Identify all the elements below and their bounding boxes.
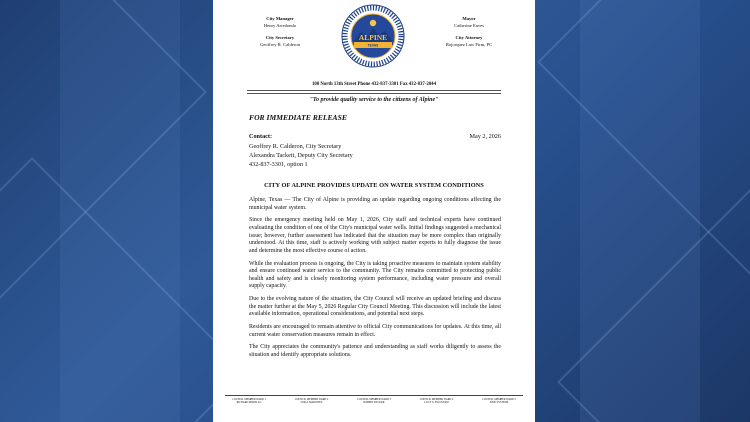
body-paragraph: While the evaluation process is ongoing, the City is taking proactive measures to maintain system stability and ensure continued water service to the community. The City remains committed to protecting public health and safety and is closely monitoring system performance, including water pressure and overall supply capacity. xyxy=(249,260,501,290)
council-member-title: COUNCIL MEMBER WARD 2 xyxy=(294,398,329,401)
city-manager-name: Henry Arredondo xyxy=(263,22,297,28)
body-paragraph: Alpine, Texas — The City of Alpine is providing an update regarding ongoing conditions affecting the municipal water system. xyxy=(249,197,501,211)
body-paragraph: The City appreciates the community's patience and understanding as staff works diligently to assess the situation and identify appropriate solutions. xyxy=(249,344,501,359)
release-headline: CITY OF ALPINE PROVIDES UPDATE ON WATER SYSTEM CONDITIONS xyxy=(264,182,484,189)
city-manager-block xyxy=(249,16,311,29)
svg-text:TEXAS: TEXAS xyxy=(367,43,379,48)
city-attorney-block xyxy=(438,35,500,48)
city-attorney-name: Bojorquez Law Firm, PC xyxy=(445,41,493,47)
body-paragraph: Residents are encouraged to remain attentive to official City communications for updates. At this time, all current water conservation measures remain in effect. xyxy=(249,324,501,338)
mayor-block xyxy=(438,16,500,29)
release-body xyxy=(249,197,501,365)
council-footer xyxy=(225,395,523,405)
council-member-name: LYALL MARTINEZ xyxy=(300,401,323,405)
city-attorney-title: City Attorney xyxy=(455,35,483,40)
council-member-title: COUNCIL MEMBER WARD 1 xyxy=(232,398,266,401)
council-member-title: COUNCIL MEMBER WARD 4 xyxy=(419,398,454,401)
city-motto: "To provide quality service to the citizens of Alpine" xyxy=(309,97,439,103)
contact-line: Geoffrey R. Calderon, City Secretary xyxy=(249,143,342,150)
release-date: May 2, 2026 xyxy=(469,133,501,140)
council-member-title: COUNCIL MEMBER WARD 3 xyxy=(357,398,391,401)
header-divider xyxy=(247,93,501,94)
letterhead xyxy=(213,0,535,90)
header-divider xyxy=(247,90,501,91)
council-member-name: RICHARD PORTILLO xyxy=(236,401,262,405)
city-seal-logo xyxy=(341,4,405,68)
council-member-title: COUNCIL MEMBER WARD 5 xyxy=(482,398,516,401)
city-secretary-block xyxy=(249,35,311,48)
address-line: 100 North 13th Street Phone 432-837-3301 Fax 432-837-2044 xyxy=(312,82,436,87)
press-release-document xyxy=(213,0,535,422)
council-member xyxy=(475,398,523,405)
council-member-name: ROBERT RYCKER xyxy=(363,401,385,405)
city-secretary-name: Geoffrey R. Calderon xyxy=(260,41,300,47)
council-member xyxy=(413,398,461,405)
contact-label: Contact: xyxy=(249,133,273,140)
council-member xyxy=(350,398,398,405)
contact-list xyxy=(249,142,353,169)
council-member-name: LUCY S. ESCOVEDO xyxy=(424,401,449,405)
council-member xyxy=(225,398,273,405)
city-secretary-title: City Secretary xyxy=(265,35,295,40)
mayor-title: Mayor xyxy=(462,16,476,21)
council-member xyxy=(288,398,336,405)
contact-line: Alexandra Tackett, Deputy City Secretary xyxy=(249,152,353,159)
contact-line: 432-837-3301, option 1 xyxy=(249,161,308,168)
mayor-name: Catherine Eaves xyxy=(454,22,484,28)
city-manager-title: City Manager xyxy=(266,16,294,21)
release-label: FOR IMMEDIATE RELEASE xyxy=(249,113,347,122)
council-member-name: JUDE SYSTEMS xyxy=(489,401,509,405)
svg-text:ALPINE: ALPINE xyxy=(358,33,388,42)
body-paragraph: Due to the evolving nature of the situation, the City Council will receive an updated briefing and discuss the matter further at the May 5, 2026 Regular City Council Meeting. This discussion will include the latest available information, operational considerations, and potential next steps. xyxy=(249,296,501,318)
body-paragraph: Since the emergency meeting held on May 1, 2026, City staff and technical experts have continued evaluating the condition of one of the City's municipal water wells. Initial findings suggested a mechanical issue; however, further assessment has indicated that the situation may be more complex than originally understood. At this time, staff is actively working with subject matter experts to fully diagnose the issue and determine the most effective course of action. xyxy=(249,217,501,254)
